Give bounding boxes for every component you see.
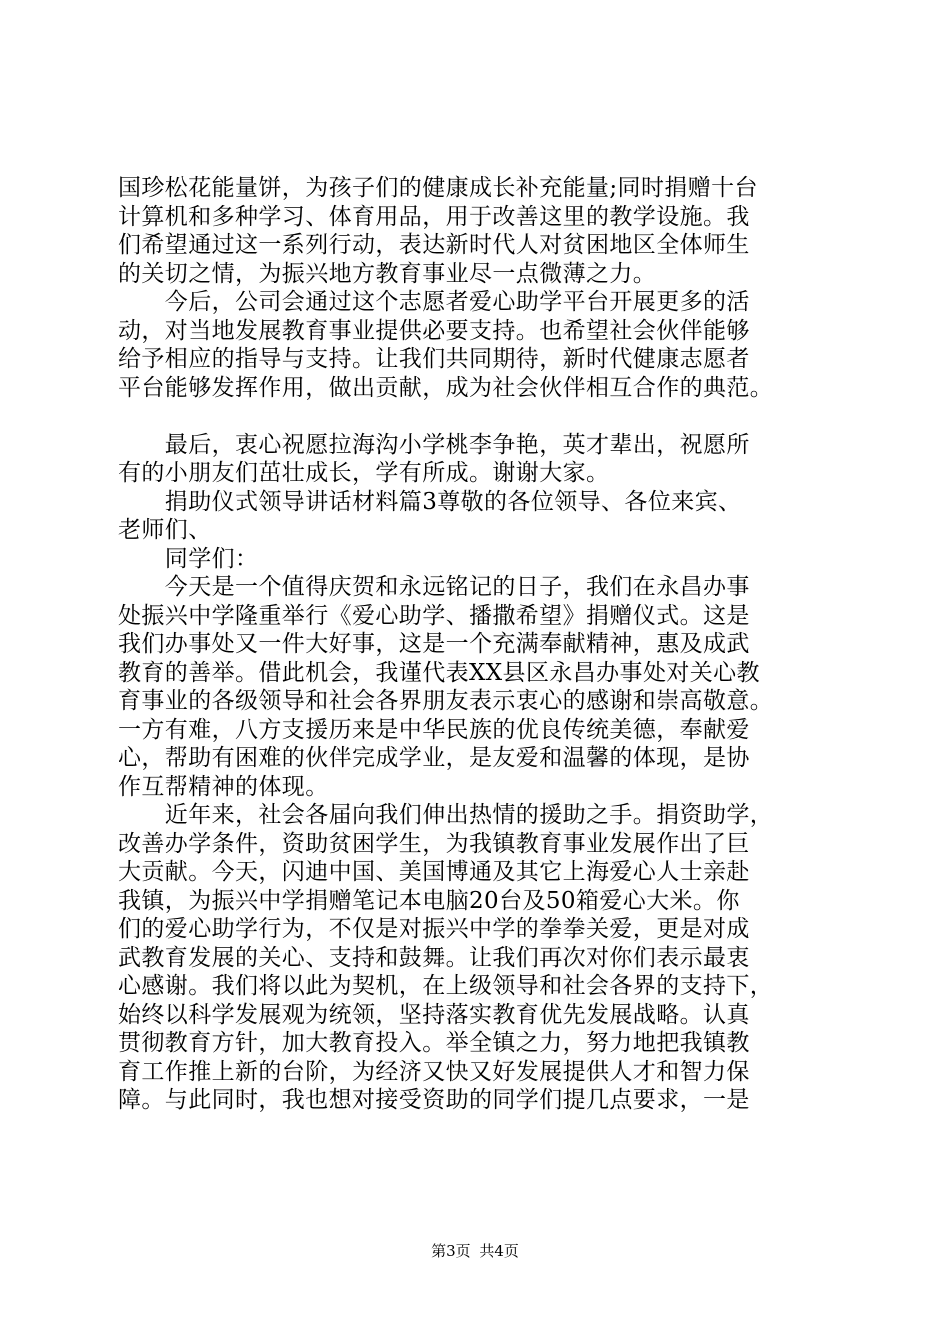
text-line: 们的爱心助学行为，不仅是对振兴中学的拳拳关爱，更是对成 [118, 916, 750, 942]
text-line: 给予相应的指导与支持。让我们共同期待，新时代健康志愿者 [118, 346, 750, 372]
text-line: 近年来，社会各届向我们伸出热情的援助之手。捐资助学， [118, 802, 774, 828]
text-line: 有的小朋友们茁壮成长，学有所成。谢谢大家。 [118, 460, 610, 486]
text-line: 我们办事处又一件大好事，这是一个充满奉献精神，惠及成武 [118, 631, 750, 657]
text-line: 我镇，为振兴中学捐赠笔记本电脑20台及50箱爱心大米。你 [118, 887, 740, 914]
text-line: 障。与此同时，我也想对接受资助的同学们提几点要求，一是 [118, 1087, 750, 1113]
text-line: 武教育发展的关心、支持和鼓舞。让我们再次对你们表示最衷 [118, 944, 750, 971]
text-line: 育事业的各级领导和社会各界朋友表示衷心的感谢和崇高敬意。 [118, 688, 774, 714]
page-number: 第3页 [431, 1242, 471, 1260]
text-line: 教育的善举。借此机会，我谨代表XX县区永昌办事处对关心教 [118, 659, 760, 686]
text-line: 的关切之情，为振兴地方教育事业尽一点微薄之力。 [118, 260, 657, 287]
text-line: 心，帮助有困难的伙伴完成学业，是友爱和温馨的体现，是协 [118, 745, 750, 771]
text-line: 捐助仪式领导讲话材料篇3尊敬的各位领导、各位来宾、 [118, 488, 742, 515]
page-total: 共4页 [479, 1242, 519, 1260]
text-line: 大贡献。今天，闪迪中国、美国博通及其它上海爱心人士亲赴 [118, 859, 750, 885]
text-line: 最后，衷心祝愿拉海沟小学桃李争艳，英才辈出，祝愿所 [118, 431, 750, 458]
text-line: 国珍松花能量饼，为孩子们的健康成长补充能量;同时捐赠十台 [118, 175, 758, 201]
text-line: 动，对当地发展教育事业提供必要支持。也希望社会伙伴能够 [118, 317, 750, 344]
text-line: 们希望通过这一系列行动，表达新时代人对贫困地区全体师生 [118, 232, 750, 258]
text-line: 计算机和多种学习、体育用品，用于改善这里的教学设施。我 [118, 203, 750, 230]
page-footer [0, 1241, 950, 1261]
text-line: 心感谢。我们将以此为契机，在上级领导和社会各界的支持下， [118, 973, 774, 999]
text-line: 育工作推上新的台阶，为经济又快又好发展提供人才和智力保 [118, 1058, 750, 1085]
text-line: 作互帮精神的体现。 [118, 773, 329, 800]
document-body [118, 174, 838, 1115]
text-line: 处振兴中学隆重举行《爱心助学、播撒希望》捐赠仪式。这是 [118, 602, 750, 629]
paragraph-gap [118, 402, 838, 431]
text-line: 今后，公司会通过这个志愿者爱心助学平台开展更多的活 [118, 289, 750, 315]
text-line: 同学们： [118, 545, 259, 572]
text-line: 平台能够发挥作用，做出贡献，成为社会伙伴相互合作的典范。 [118, 374, 774, 401]
text-line: 改善办学条件，资助贫困学生，为我镇教育事业发展作出了巨 [118, 830, 750, 857]
text-line: 今天是一个值得庆贺和永远铭记的日子，我们在永昌办事 [118, 574, 750, 600]
text-line: 始终以科学发展观为统领，坚持落实教育优先发展战略。认真 [118, 1001, 750, 1028]
text-line: 贯彻教育方针，加大教育投入。举全镇之力，努力地把我镇教 [118, 1030, 750, 1056]
text-line: 一方有难，八方支援历来是中华民族的优良传统美德，奉献爱 [118, 716, 750, 743]
text-line: 老师们、 [118, 517, 212, 543]
